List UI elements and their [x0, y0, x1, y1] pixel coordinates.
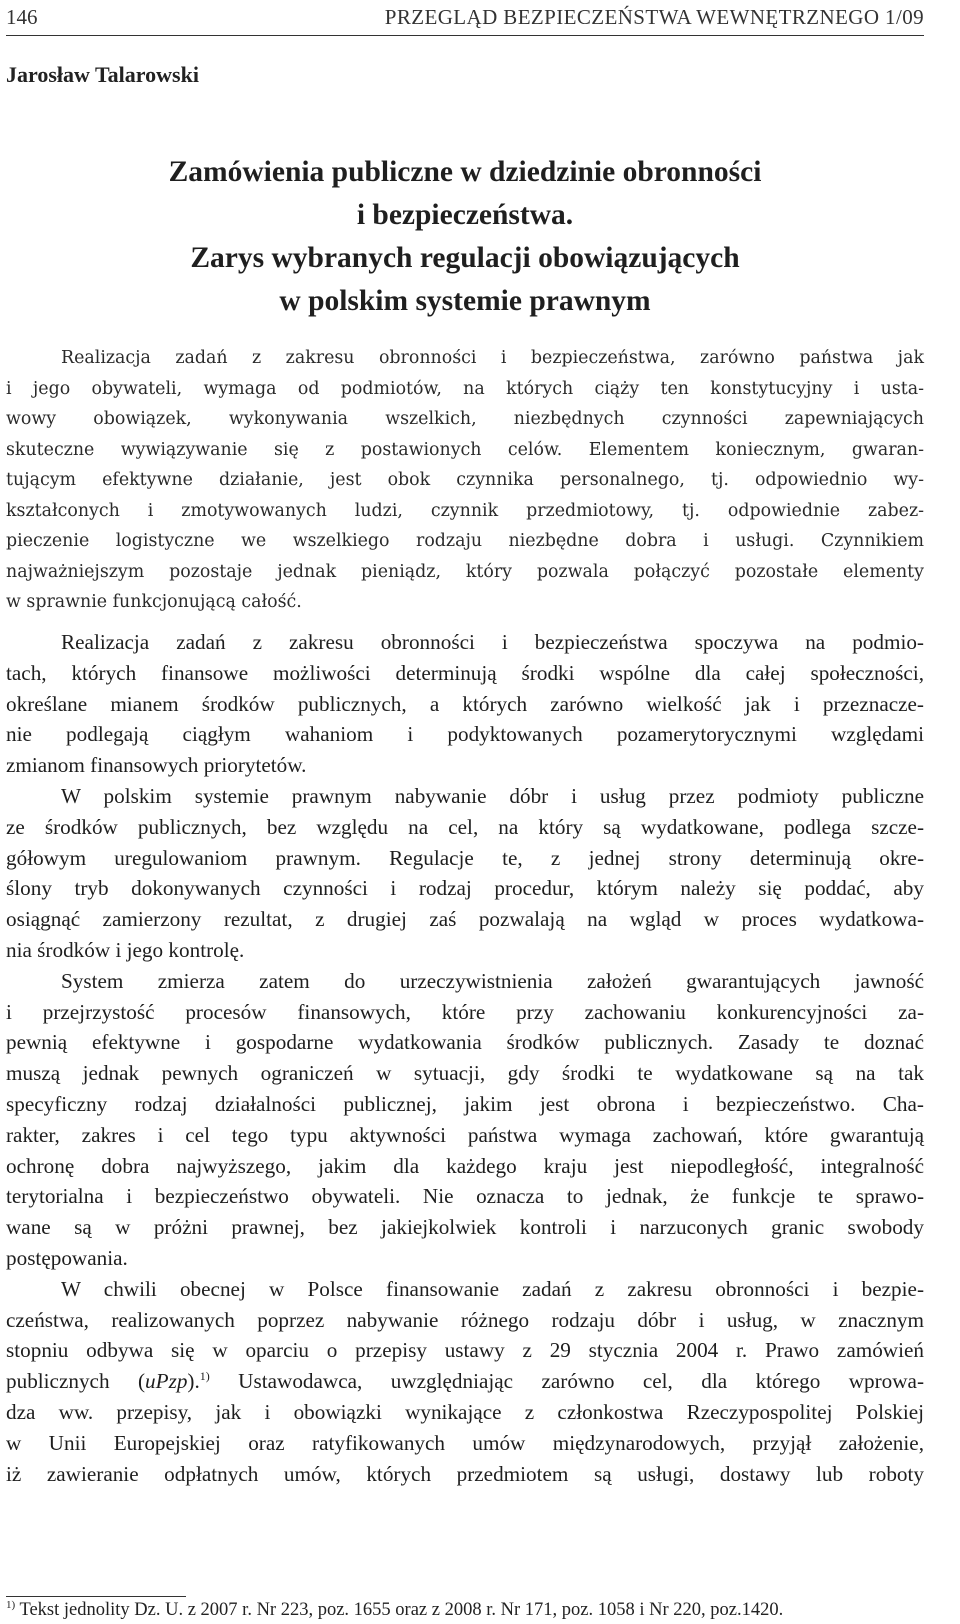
abstract-line: kształconych i zmotywowanych ludzi, czynnik przedmiotowy, tj. odpowiednie zabez-: [6, 500, 924, 521]
body-line: w Unii Europejskiej oraz ratyfikowanych umów międzynarodowych, przyjął założenie,: [6, 1430, 924, 1455]
abstract-line: Realizacja zadań z zakresu obronności i bezpieczeństwa, zarówno państwa jak: [61, 348, 924, 368]
abstract-line: najważniejszym pozostaje jednak pieniądz, który pozwala połączyć pozostałe elementy: [6, 561, 924, 582]
footnote-rule: [6, 1596, 186, 1597]
journal-title: PRZEGLĄD BEZPIECZEŃSTWA WEWNĘTRZNEGO 1/09: [384, 5, 924, 29]
body-line: Realizacja zadań z zakresu obronności i bezpieczeństwa spoczywa na podmio-: [61, 630, 924, 654]
body-line: ochronę dobra najwyższego, jakim dla każdego kraju jest niepodległość, integralność: [6, 1153, 924, 1178]
abstract-line: wowy obowiązek, wykonywania wszelkich, niezbędnych czynności zapewniających: [6, 409, 924, 429]
text-run: Ustawodawca, uwzględniając zarówno cel, dla którego wprowa-: [209, 1369, 925, 1394]
abstract-line: i jego obywateli, wymaga od podmiotów, na których ciąży ten konstytucyjny i usta-: [6, 378, 924, 399]
text-run: ).: [187, 1369, 200, 1394]
footnote-marker: 1): [6, 1599, 16, 1611]
footnote-text: Tekst jednolity Dz. U. z 2007 r. Nr 223, poz. 1655 oraz z 2008 r. Nr 171, poz. 1058 i Nr 220, poz.1420.: [15, 1600, 784, 1620]
text-run: publicznych (: [6, 1369, 146, 1394]
abstract-line: w sprawnie funkcjonującą całość.: [6, 592, 302, 612]
body-line: System zmierza zatem do urzeczywistnienia założeń gwarantujących jawność: [61, 968, 924, 993]
body-line: iż zawieranie odpłatnych umów, których przedmiotem są usługi, dostawy lub roboty: [6, 1461, 924, 1486]
body-line-with-footnote: [6, 1366, 924, 1397]
body-line: tach, których finansowe możliwości determinują środki wspólne dla całej społeczności,: [6, 660, 924, 685]
acronym-uPzp: uPzp: [145, 1369, 188, 1394]
body-line: nia środków i jego kontrolę.: [6, 937, 245, 962]
body-line: osiągnąć zamierzony rezultat, z drugiej zaś pozwalają na wgląd w proces wydatkowa-: [6, 907, 924, 932]
body-line: gółowym uregulowaniom prawnym. Regulacje te, z jednej strony determinują okre-: [6, 845, 924, 870]
body-line: wane są w próżni prawnej, bez jakiejkolwiek kontroli i narzuconych granic swobody: [6, 1215, 924, 1240]
body-line: pewnią efektywne i gospodarne wydatkowania środków publicznych. Zasady te doznać: [6, 1030, 924, 1055]
footnote: [6, 1598, 924, 1622]
title-line: w polskim systemie prawnym: [279, 285, 651, 317]
body-line: określane mianem środków publicznych, a których zarówno wielkość jak i przeznacze-: [6, 691, 924, 716]
body-line: czeństwa, realizowanych poprzez nabywanie różnego rodzaju dóbr i usług, w znacznym: [6, 1307, 924, 1332]
body-line: nie podlegają ciągłym wahaniom i podyktowanych pozamerytorycznymi względami: [6, 722, 924, 747]
body-text: [6, 627, 924, 1489]
header-rule: [6, 35, 924, 36]
abstract-line: skuteczne wywiązywanie się z postawionych celów. Elementem koniecznym, gwaran-: [6, 439, 924, 460]
title-line: Zarys wybranych regulacji obowiązujących: [190, 242, 740, 274]
body-line: i przejrzystość procesów finansowych, które przy zachowaniu konkurencyjności za-: [6, 999, 924, 1024]
abstract: [6, 343, 924, 618]
running-header: [6, 5, 924, 33]
title-line: i bezpieczeństwa.: [356, 199, 574, 231]
body-line: muszą jednak pewnych ograniczeń w sytuacji, gdy środki te wydatkowane są na tak: [6, 1061, 924, 1086]
body-line: zmianom finansowych priorytetów.: [6, 753, 307, 778]
body-line: ślony tryb dokonywanych czynności i rodzaj procedur, którym należy się poddać, aby: [6, 876, 924, 901]
page-number: 146: [6, 5, 38, 29]
author-name: Jarosław Talarowski: [6, 62, 199, 87]
article-title: [6, 151, 924, 323]
body-line: rakter, zakres i cel tego typu aktywności państwa wymaga zachowań, które gwarantują: [6, 1122, 924, 1147]
body-line: W polskim systemie prawnym nabywanie dóbr i usług przez podmioty publiczne: [61, 783, 924, 808]
body-line: specyficzny rodzaj działalności publicznej, jakim jest obrona i bezpieczeństwo. Cha-: [6, 1091, 924, 1116]
body-line: postępowania.: [6, 1245, 128, 1270]
abstract-line: pieczenie logistyczne we wszelkiego rodzaju niezbędne dobra i usługi. Czynnikiem: [6, 531, 924, 551]
title-line: Zamówienia publiczne w dziedzinie obronności: [168, 156, 762, 188]
body-line: ze środków publicznych, bez względu na cel, na który są wydatkowane, podlega szcze-: [6, 814, 924, 839]
body-line: dza ww. przepisy, jak i obowiązki wynikające z członkostwa Rzeczypospolitej Polskiej: [6, 1399, 924, 1424]
body-line: stopniu odbywa się w oparciu o przepisy ustawy z 29 stycznia 2004 r. Prawo zamówień: [6, 1338, 924, 1363]
body-line: terytorialna i bezpieczeństwo obywateli. Nie oznacza to jednak, że funkcje te sprawo-: [6, 1184, 924, 1209]
abstract-line: tującym efektywne działanie, jest obok czynnika personalnego, tj. odpowiednio wy-: [6, 470, 924, 490]
footnote-ref[interactable]: 1): [199, 1369, 210, 1384]
body-line: W chwili obecnej w Polsce finansowanie zadań z zakresu obronności i bezpie-: [61, 1276, 924, 1301]
